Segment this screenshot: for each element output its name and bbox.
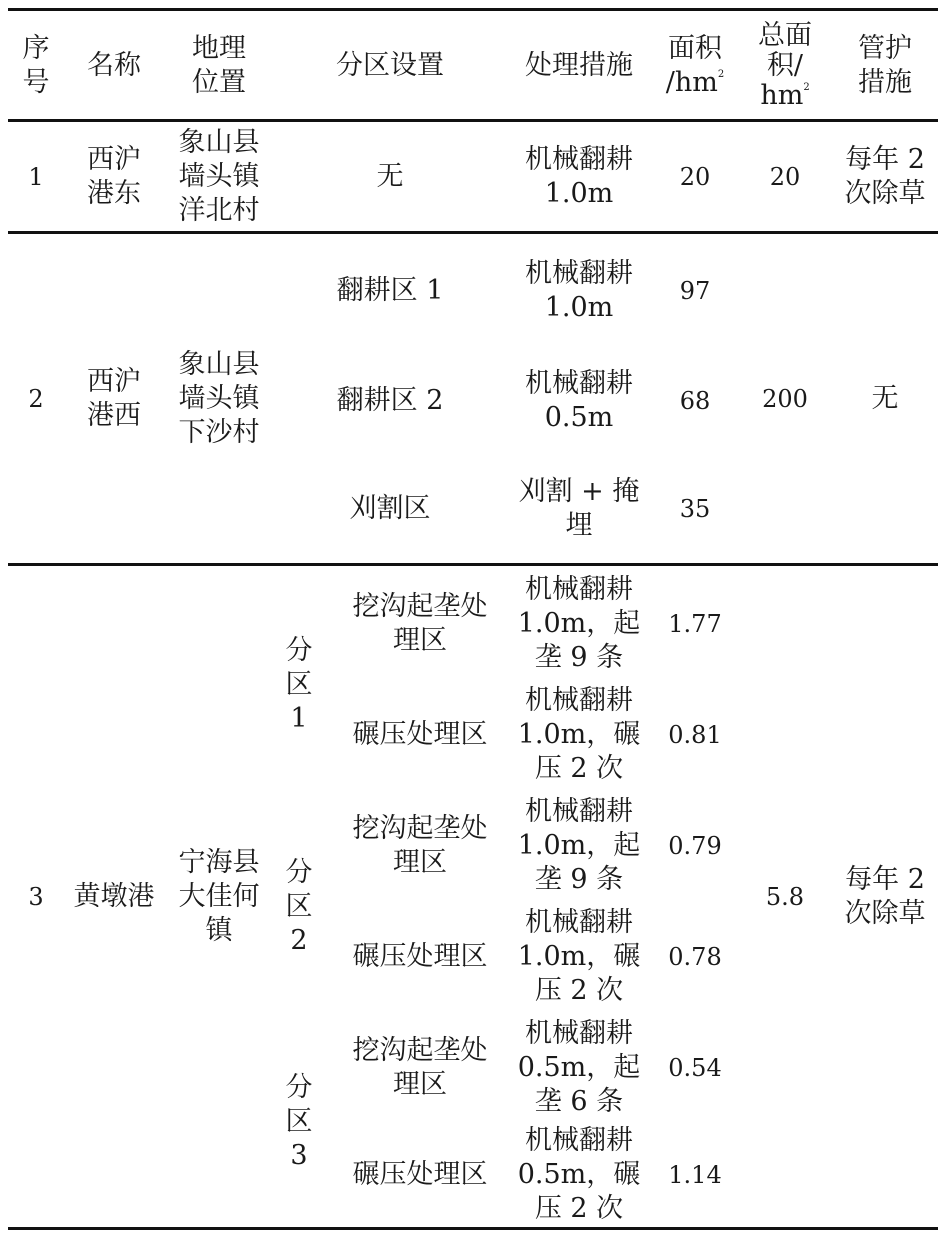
header-treatment xyxy=(506,14,652,118)
row-3-zone-setting xyxy=(330,568,510,679)
row-2-treatment xyxy=(506,236,652,346)
table-bottom-rule xyxy=(8,1227,938,1230)
row-1-seq xyxy=(10,124,62,230)
row-2-treatment-text: 刈割 + 掩 埋 xyxy=(518,476,640,541)
row-3-area-text: 0.81 xyxy=(668,720,722,749)
row-3-management-text: 每年 2 次除草 xyxy=(844,864,926,929)
row-2-area xyxy=(654,346,736,456)
row-3-treatment xyxy=(506,1012,652,1123)
header-total-area-sup: 2 xyxy=(803,82,810,93)
row-3-location-text: 宁海县 大佳何 镇 xyxy=(178,847,260,946)
row-1-management xyxy=(832,124,938,230)
row-3-treatment-text: 机械翻耕 1.0m，碾 压 2 次 xyxy=(517,684,641,784)
row-2-zone-setting-text: 翻耕区 1 xyxy=(336,275,444,306)
row-3-zone-setting-text: 碾压处理区 xyxy=(352,1158,488,1190)
row-2-treatment xyxy=(506,346,652,456)
row-1-name-text: 西沪 港东 xyxy=(87,144,141,209)
row-3-seq-text: 3 xyxy=(28,883,44,911)
header-area xyxy=(654,14,736,118)
row-2-management-text: 无 xyxy=(871,383,899,414)
row-2-zone-setting-text: 刈割区 xyxy=(349,493,431,524)
row-2-name xyxy=(68,236,160,562)
partition-label xyxy=(276,574,322,796)
row-1-area xyxy=(654,124,736,230)
row-1-location xyxy=(164,124,274,230)
row-2-seq-text: 2 xyxy=(28,385,44,413)
row-2-zone-setting-text: 翻耕区 2 xyxy=(336,385,444,416)
row-2-area-text: 97 xyxy=(679,277,711,305)
row-3-area-text: 1.14 xyxy=(668,1160,722,1189)
row-2-area-text: 35 xyxy=(679,495,711,523)
row-2-total-area xyxy=(742,236,828,562)
row-1-area-text: 20 xyxy=(679,163,711,191)
row-2-management xyxy=(832,236,938,562)
header-treatment-text: 处理措施 xyxy=(525,50,633,81)
partition-label-text: 分 区 3 xyxy=(285,1072,313,1171)
header-area-text: 面积 /hm xyxy=(665,33,722,98)
row-3-zone-setting xyxy=(330,901,510,1012)
header-management xyxy=(832,14,938,118)
row-1-management-text: 每年 2 次除草 xyxy=(844,144,926,209)
row-1-total-area-text: 20 xyxy=(769,163,801,191)
header-name xyxy=(68,14,160,118)
row-3-zone-setting-text: 挖沟起垄处 理区 xyxy=(352,590,488,656)
row-3-area xyxy=(654,568,736,679)
row-3-area xyxy=(654,1012,736,1123)
header-location-text: 地理 位置 xyxy=(192,33,246,98)
row-3-zone-setting-text: 碾压处理区 xyxy=(352,718,488,750)
row-2-location xyxy=(164,236,274,562)
row-3-zone-setting-text: 碾压处理区 xyxy=(352,940,488,972)
header-zone-setting xyxy=(280,14,500,118)
partition-label xyxy=(276,1018,322,1226)
row-2-name-text: 西沪 港西 xyxy=(87,366,141,431)
row-3-area-text: 0.54 xyxy=(668,1053,722,1082)
row-3-area-text: 1.77 xyxy=(668,609,722,638)
row-2-area xyxy=(654,236,736,346)
partition-label-text: 分 区 1 xyxy=(285,635,313,734)
row-3-treatment-text: 机械翻耕 1.0m，起 垄 9 条 xyxy=(517,573,641,673)
row-3-location xyxy=(164,568,274,1226)
row-3-area xyxy=(654,901,736,1012)
header-zone-setting-text: 分区设置 xyxy=(336,50,444,81)
row-3-treatment-text: 机械翻耕 1.0m，碾 压 2 次 xyxy=(517,906,641,1006)
row-1-treatment-text: 机械翻耕 1.0m xyxy=(525,144,633,209)
header-name-text: 名称 xyxy=(87,50,141,81)
row-2-seq xyxy=(10,236,62,562)
row-3-treatment xyxy=(506,1123,652,1226)
row-3-zone-setting xyxy=(330,1123,510,1226)
row-2-total-area-text: 200 xyxy=(762,385,808,413)
row-3-area-text: 0.79 xyxy=(668,831,722,860)
row-3-zone-setting xyxy=(330,790,510,901)
row-2-treatment-text: 机械翻耕 1.0m xyxy=(525,258,633,323)
header-seq xyxy=(10,14,62,118)
row-3-management xyxy=(832,568,938,1226)
row-3-zone-setting xyxy=(330,679,510,790)
row-2-area-text: 68 xyxy=(679,387,711,415)
table-top-rule xyxy=(8,8,938,11)
row-1-treatment xyxy=(506,124,652,230)
row-3-zone-setting-text: 挖沟起垄处 理区 xyxy=(352,1034,488,1100)
row-3-treatment-text: 机械翻耕 0.5m，起 垄 6 条 xyxy=(517,1017,641,1117)
row-1-total-area xyxy=(742,124,828,230)
row-3-treatment-text: 机械翻耕 0.5m，碾 压 2 次 xyxy=(517,1124,641,1224)
row-1-bottom-rule xyxy=(8,231,938,234)
row-3-treatment xyxy=(506,790,652,901)
row-3-treatment-text: 机械翻耕 1.0m，起 垄 9 条 xyxy=(517,795,641,895)
row-2-zone-setting xyxy=(280,236,500,346)
header-area-sup: 2 xyxy=(717,69,725,80)
row-3-zone-setting-text: 挖沟起垄处 理区 xyxy=(352,812,488,878)
row-2-bottom-rule xyxy=(8,563,938,566)
header-total-area xyxy=(742,14,828,118)
row-2-treatment-text: 机械翻耕 0.5m xyxy=(525,368,633,433)
row-1-seq-text: 1 xyxy=(28,163,44,191)
row-2-zone-setting xyxy=(280,456,500,562)
partition-label-text: 分 区 2 xyxy=(285,857,313,956)
row-3-seq xyxy=(10,568,62,1226)
row-3-area xyxy=(654,679,736,790)
row-3-area-text: 0.78 xyxy=(668,942,722,971)
header-management-text: 管护 措施 xyxy=(858,33,912,98)
row-3-area xyxy=(654,790,736,901)
row-2-treatment xyxy=(506,456,652,562)
row-3-name-text: 黄墩港 xyxy=(73,881,155,912)
row-3-name xyxy=(64,568,164,1226)
row-2-area xyxy=(654,456,736,562)
header-location xyxy=(164,14,274,118)
row-2-location-text: 象山县 墙头镇 下沙村 xyxy=(178,349,260,448)
row-3-treatment xyxy=(506,679,652,790)
partition-label xyxy=(276,796,322,1018)
header-bottom-rule xyxy=(8,119,938,122)
header-total-area-text: 总面 积/ hm xyxy=(758,20,812,111)
row-1-zone-setting-text: 无 xyxy=(376,161,404,192)
row-1-zone-setting xyxy=(280,124,500,230)
row-3-treatment xyxy=(506,568,652,679)
row-1-name xyxy=(68,124,160,230)
row-2-zone-setting xyxy=(280,346,500,456)
row-3-area xyxy=(654,1123,736,1226)
row-3-total-area-text: 5.8 xyxy=(765,883,805,911)
row-1-location-text: 象山县 墙头镇 洋北村 xyxy=(178,127,260,226)
row-3-total-area xyxy=(742,568,828,1226)
header-seq-text: 序 号 xyxy=(22,33,50,98)
row-3-zone-setting xyxy=(330,1012,510,1123)
row-3-treatment xyxy=(506,901,652,1012)
